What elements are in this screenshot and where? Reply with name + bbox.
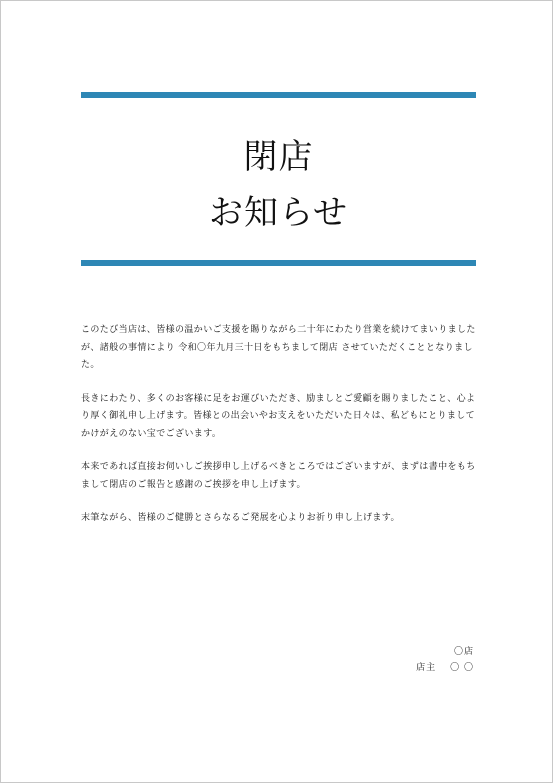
signature-owner-role: 店主 [416,663,437,673]
signature-shop-name: 〇店 [453,647,474,657]
paragraph-4: 末筆ながら、皆様のご健勝とさらなるご発展を心よりお祈り申し上げます。 [81,513,400,523]
signature-owner-name: 〇 〇 [450,663,474,673]
bottom-accent-rule [81,260,476,266]
top-accent-rule [81,92,476,98]
signature-owner [416,660,474,673]
title-line-1: 閉店 [243,137,314,177]
paragraph-3: 本来であれば直接お伺いしご挨拶申し上げるべきところではございますが、まずは書中をもちまして閉店のご報告と感謝のご挨拶を申し上げます。 [81,462,476,490]
notice-title [81,129,476,241]
title-line-2: お知らせ [209,193,348,233]
paragraph-1: このたび当店は、皆様の温かいご支援を賜りながら二十年にわたり営業を続けてまいりましたが、諸般の事情により 令和〇年九月三十日をもちまして閉店 させていただくこととなりました。 [81,325,476,370]
notice-body [81,322,476,544]
paragraph-2: 長きにわたり、多くのお客様に足をお運びいただき、励ましとご愛顧を賜りましたこと、心より厚く御礼申し上げます。皆様との出会いやお支えをいただいた日々は、私どもにとりましてかけがえのない宝でございます。 [81,393,476,439]
